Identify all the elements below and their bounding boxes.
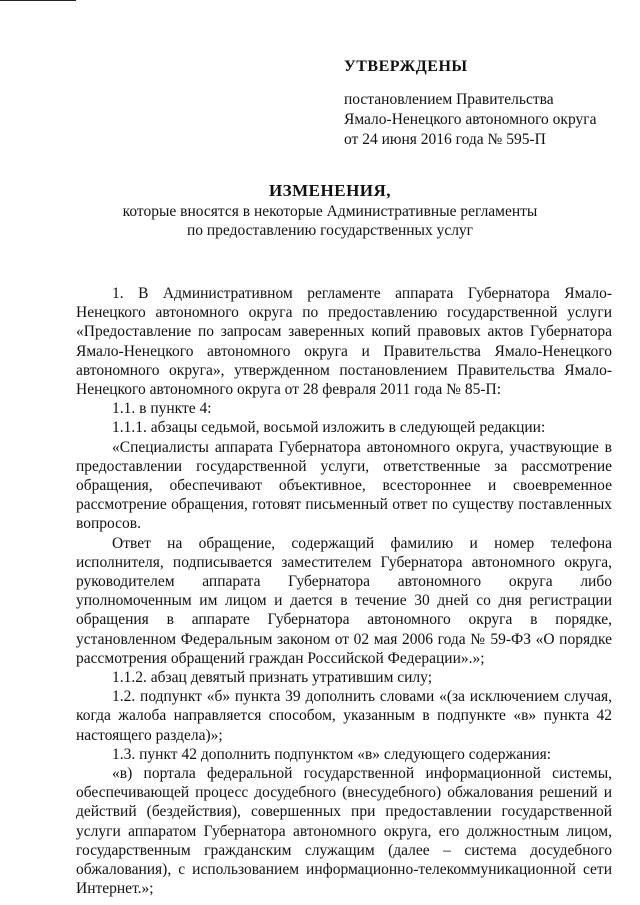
paragraph-1-3: 1.3. пункт 42 дополнить подпунктом «в» следующего содержания: — [112, 745, 552, 763]
paragraph-quote-1: «Специалисты аппарата Губернатора автономного округа, участвующие в предоставлении государственной услуги, ответственные за рассмотрение обращения, обеспечивают объективное, всестороннее и своевременное рассмотрение обращения, готовят письменный ответ по существу поставленных вопросов. — [76, 438, 612, 533]
approval-line-2: Ямало-Ненецкого автономного округа — [344, 111, 597, 128]
document-title: ИЗМЕНЕНИЯ, — [268, 181, 392, 200]
paragraph-quote-3: «в) портала федеральной государственной информационной системы, обеспечивающей процесс досудебного (внесудебного) обжалования решений и действий (бездействия), совершенных при предоставлении государственной услуги аппаратом Губернатора автономного округа, его должностным лицом, государственным гражданским служащим (далее – система досудебного обжалования), с использованием информационно-телекоммуникационной сети Интернет.»; — [76, 765, 612, 898]
paragraph-1-1-2: 1.1.2. абзац девятый признать утратившим силу; — [112, 669, 433, 687]
paragraph-1-2: 1.2. подпункт «б» пункта 39 дополнить словами «(за исключением случая, когда жалоба направляется способом, указанным в подпункте «в» пункта 42 настоящего раздела)»; — [76, 688, 612, 744]
top-left-rule — [0, 0, 76, 1]
approval-line-3: от 24 июня 2016 года № 595-П — [344, 131, 546, 148]
document-subtitle-line-1: которые вносятся в некоторые Административные регламенты — [122, 203, 538, 220]
paragraph-quote-2: Ответ на обращение, содержащий фамилию и номер телефона исполнителя, подписывается заместителем Губернатора автономного округа, руководителем аппарата Губернатора автономного округа либо уполномоченным им лицом и дается в течение 30 дней со дня регистрации обращения в аппарате Губернатора автономного округа в порядке, установленном Федеральным законом от 02 мая 2006 года № 59-ФЗ «О порядке рассмотрения обращений граждан Российской Федерации».»; — [76, 534, 612, 667]
document-subtitle-line-2: по предоставлению государственных услуг — [186, 222, 474, 239]
paragraph-1: 1. В Административном регламенте аппарата Губернатора Ямало-Ненецкого автономного округа по предоставлению государственной услуги «Предоставление по запросам заверенных копий правовых актов Губернатора Ямало-Ненецкого автономного округа и Правительства Ямало-Ненецкого автономного округа», утвержденном постановлением Правительства Ямало-Ненецкого автономного округа от 28 февраля 2011 года № 85-П: — [76, 285, 612, 399]
document-title-block — [80, 180, 580, 240]
paragraph-1-1-1: 1.1.1. абзацы седьмой, восьмой изложить в следующей редакции: — [112, 419, 546, 437]
approval-block — [344, 58, 634, 150]
approval-heading: УТВЕРЖДЕНЫ — [344, 58, 468, 75]
paragraph-1-1: 1.1. в пункте 4: — [112, 400, 212, 418]
document-body — [76, 284, 612, 899]
approval-line-1: постановлением Правительства — [344, 91, 554, 108]
